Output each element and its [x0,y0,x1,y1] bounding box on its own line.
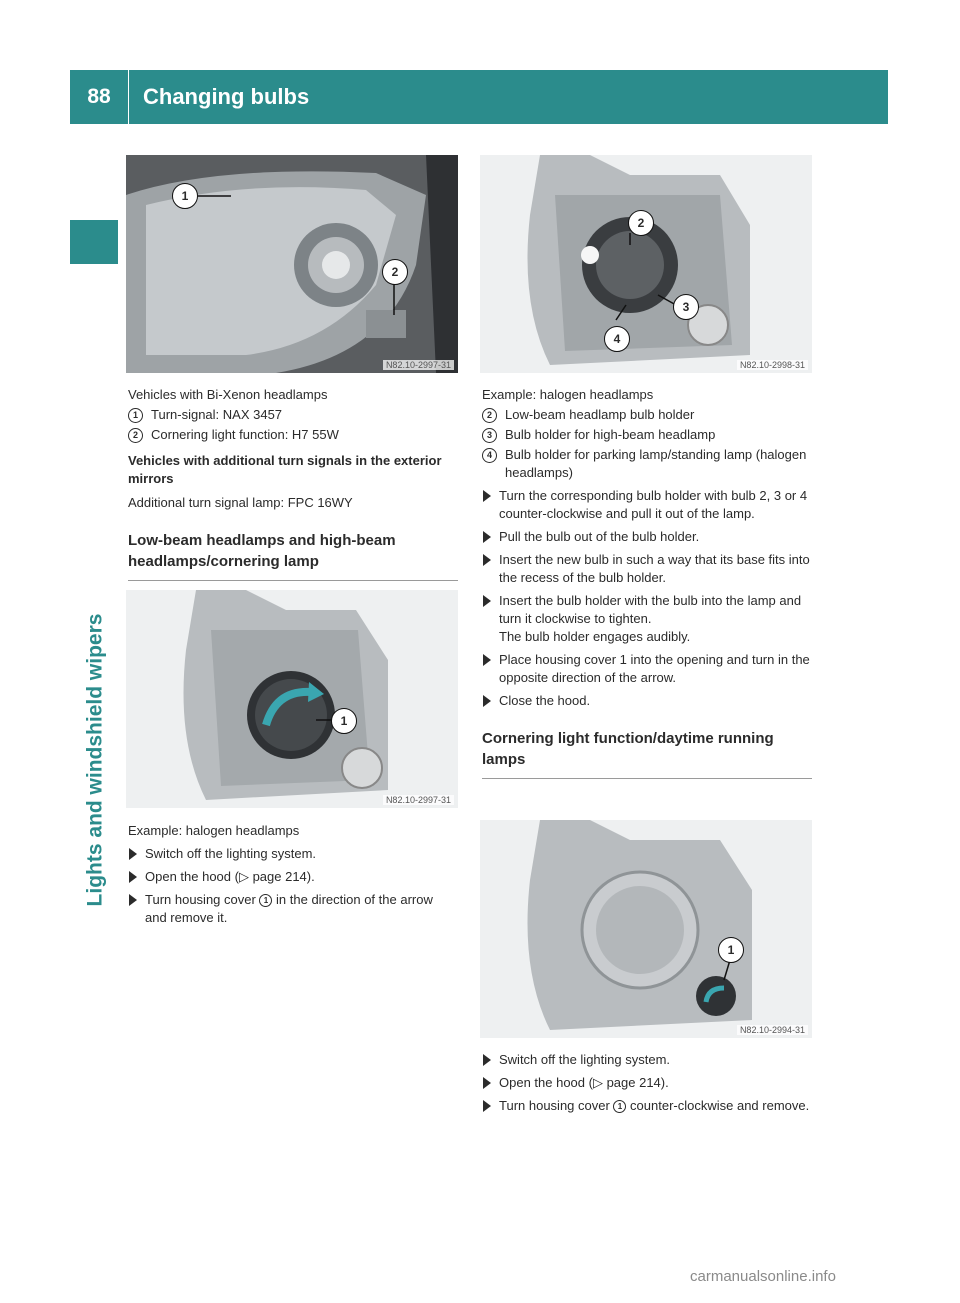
inline-number: 1 [259,894,272,907]
step-arrow-icon [483,1077,491,1089]
section-heading-cornering-drl: Cornering light function/daytime running lamps [482,728,812,779]
mirror-signal-text: Additional turn signal lamp: FPC 16WY [128,495,353,510]
step-text: Open the hood (▷ page 214). [499,1075,669,1090]
step-text: Turn the corresponding bulb holder with bulb 2, 3 or 4 counter-clockwise and pull it out of the lamp. [499,488,808,521]
step-text: Switch off the lighting system. [499,1052,671,1067]
page-number: 88 [70,70,129,124]
step-arrow-icon [483,490,491,502]
left-column-bottom [128,822,458,927]
footer-watermark[interactable]: carmanualsonline.info [690,1268,836,1285]
side-tab-marker [70,220,118,264]
step-arrow-icon [483,695,491,707]
subheading-mirror-signals: Vehicles with additional turn signals in the exterior mirrors [128,453,442,486]
image-code: N82.10-2997-31 [383,360,454,370]
photo-halogen-headlamp-rear [480,155,812,373]
image-caption: Example: halogen headlamps [128,823,300,838]
step-text: Turn housing cover 1 in the direction of the arrow and remove it. [145,892,433,925]
legend-text: Turn-signal: NAX 3457 [151,407,283,422]
right-column [482,386,812,779]
legend-text: Low-beam headlamp bulb holder [505,407,695,422]
instruction-step [482,551,812,587]
step-text: Pull the bulb out of the bulb holder. [499,529,700,544]
image-caption: Example: halogen headlamps [482,387,654,402]
step-arrow-icon [483,595,491,607]
inline-number: 1 [613,1100,626,1113]
legend-number: 2 [128,428,143,443]
photo-marker: 2 [382,259,408,285]
step-arrow-icon [483,554,491,566]
step-text: Close the hood. [499,693,591,708]
image-code: N82.10-2998-31 [737,360,808,370]
legend-number: 4 [482,448,497,463]
instruction-step [482,487,812,523]
legend-text: Bulb holder for high-beam headlamp [505,427,716,442]
photo-housing-cover [126,590,458,808]
instruction-step [482,1097,812,1115]
image-caption: Vehicles with Bi-Xenon headlamps [128,387,328,402]
photo-cornering-lamp-cover [480,820,812,1038]
image-code: N82.10-2994-31 [737,1025,808,1035]
instruction-step [128,891,458,927]
legend-item [128,406,458,424]
page-header [70,70,888,124]
step-arrow-icon [129,894,137,906]
image-code: N82.10-2997-31 [383,795,454,805]
chapter-label-text: Lights and windshield wipers [83,613,106,907]
step-text: Place housing cover 1 into the opening and turn in the opposite direction of the arrow. [499,652,810,685]
left-column-top [128,386,458,581]
instruction-step [482,1074,812,1092]
step-arrow-icon [483,1054,491,1066]
instruction-step [482,1051,812,1069]
section-heading-low-high-beam: Low-beam headlamps and high-beam headlamps/cornering lamp [128,530,458,581]
instruction-step [128,868,458,886]
legend-number: 1 [128,408,143,423]
legend-item [482,406,812,424]
step-text: Insert the new bulb in such a way that its base fits into the recess of the bulb holder. [499,552,810,585]
step-text: Switch off the lighting system. [145,846,317,861]
instruction-step [482,592,812,628]
photo-marker: 1 [718,937,744,963]
legend-text: Cornering light function: H7 55W [151,427,339,442]
step-arrow-icon [483,1100,491,1112]
photo-marker: 3 [673,294,699,320]
step-arrow-icon [483,531,491,543]
page-title: Changing bulbs [143,84,310,109]
legend-text: Bulb holder for parking lamp/standing lamp (halogen headlamps) [505,447,807,480]
instruction-step [482,528,812,546]
step-result-text: The bulb holder engages audibly. [499,629,691,644]
step-arrow-icon [129,871,137,883]
photo-marker: 2 [628,210,654,236]
step-arrow-icon [483,654,491,666]
photo-marker: 1 [172,183,198,209]
step-text: Open the hood (▷ page 214). [145,869,315,884]
instruction-step [482,692,812,710]
instruction-step [128,845,458,863]
step-text: Turn housing cover 1 counter-clockwise and remove. [499,1098,810,1113]
legend-item [128,426,458,444]
legend-item [482,426,812,444]
step-arrow-icon [129,848,137,860]
photo-bixenon-headlamp [126,155,458,373]
legend-item [482,446,812,482]
right-column-bottom [482,1046,812,1115]
photo-marker: 1 [331,708,357,734]
legend-number: 2 [482,408,497,423]
photo-marker: 4 [604,326,630,352]
instruction-step [482,651,812,687]
legend-number: 3 [482,428,497,443]
step-text: Insert the bulb holder with the bulb into the lamp and turn it clockwise to tighten. [499,593,802,626]
